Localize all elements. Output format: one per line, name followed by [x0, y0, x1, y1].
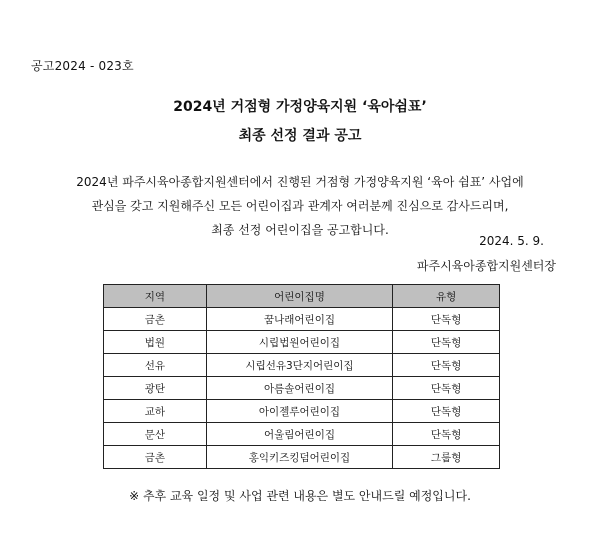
header-type: 유형 [393, 285, 500, 308]
table-row [104, 423, 500, 446]
selection-result-table [103, 284, 500, 469]
cell-type: 단독형 [393, 331, 500, 354]
cell-region: 교하 [104, 400, 207, 423]
cell-type: 단독형 [393, 308, 500, 331]
cell-daycare-name: 시립선유3단지어린이집 [206, 354, 393, 377]
table-row [104, 308, 500, 331]
body-line: 2024년 파주시육아종합지원센터에서 진행된 거점형 가정양육지원 ‘육아 쉼표’ 사업에 [76, 175, 524, 189]
cell-region: 법원 [104, 331, 207, 354]
issuing-organization: 파주시육아종합지원센터장 [416, 259, 556, 273]
table-row [104, 377, 500, 400]
cell-region: 문산 [104, 423, 207, 446]
cell-daycare-name: 어울림어린이집 [206, 423, 393, 446]
cell-type: 단독형 [393, 423, 500, 446]
cell-region: 광탄 [104, 377, 207, 400]
table-row [104, 354, 500, 377]
cell-daycare-name: 아이젤루어린이집 [206, 400, 393, 423]
cell-type: 그룹형 [393, 446, 500, 469]
table-row [104, 331, 500, 354]
notice-body [0, 170, 600, 242]
cell-region: 금촌 [104, 446, 207, 469]
notice-number: 공고2024 - 023호 [31, 59, 134, 73]
cell-type: 단독형 [393, 400, 500, 423]
body-line: 관심을 갖고 지원해주신 모든 어린이집과 관계자 여러분께 진심으로 감사드리며, [91, 199, 509, 213]
cell-daycare-name: 홍익키즈킹덤어린이집 [206, 446, 393, 469]
cell-daycare-name: 꿈나래어린이집 [206, 308, 393, 331]
document-title: 2024년 거점형 가정양육지원 ‘육아쉼표’ [173, 99, 427, 115]
notice-date: 2024. 5. 9. [479, 234, 544, 248]
cell-daycare-name: 시립법원어린이집 [206, 331, 393, 354]
header-daycare-name: 어린이집명 [206, 285, 393, 308]
header-region: 지역 [104, 285, 207, 308]
cell-type: 단독형 [393, 354, 500, 377]
document-subtitle: 최종 선정 결과 공고 [238, 128, 362, 144]
cell-daycare-name: 아름솔어린이집 [206, 377, 393, 400]
table-header-row [104, 285, 500, 308]
cell-type: 단독형 [393, 377, 500, 400]
cell-region: 선유 [104, 354, 207, 377]
footnote: ※ 추후 교육 일정 및 사업 관련 내용은 별도 안내드릴 예정입니다. [129, 489, 471, 503]
table-row [104, 400, 500, 423]
body-line: 최종 선정 어린이집을 공고합니다. [211, 223, 389, 237]
cell-region: 금촌 [104, 308, 207, 331]
table-row [104, 446, 500, 469]
